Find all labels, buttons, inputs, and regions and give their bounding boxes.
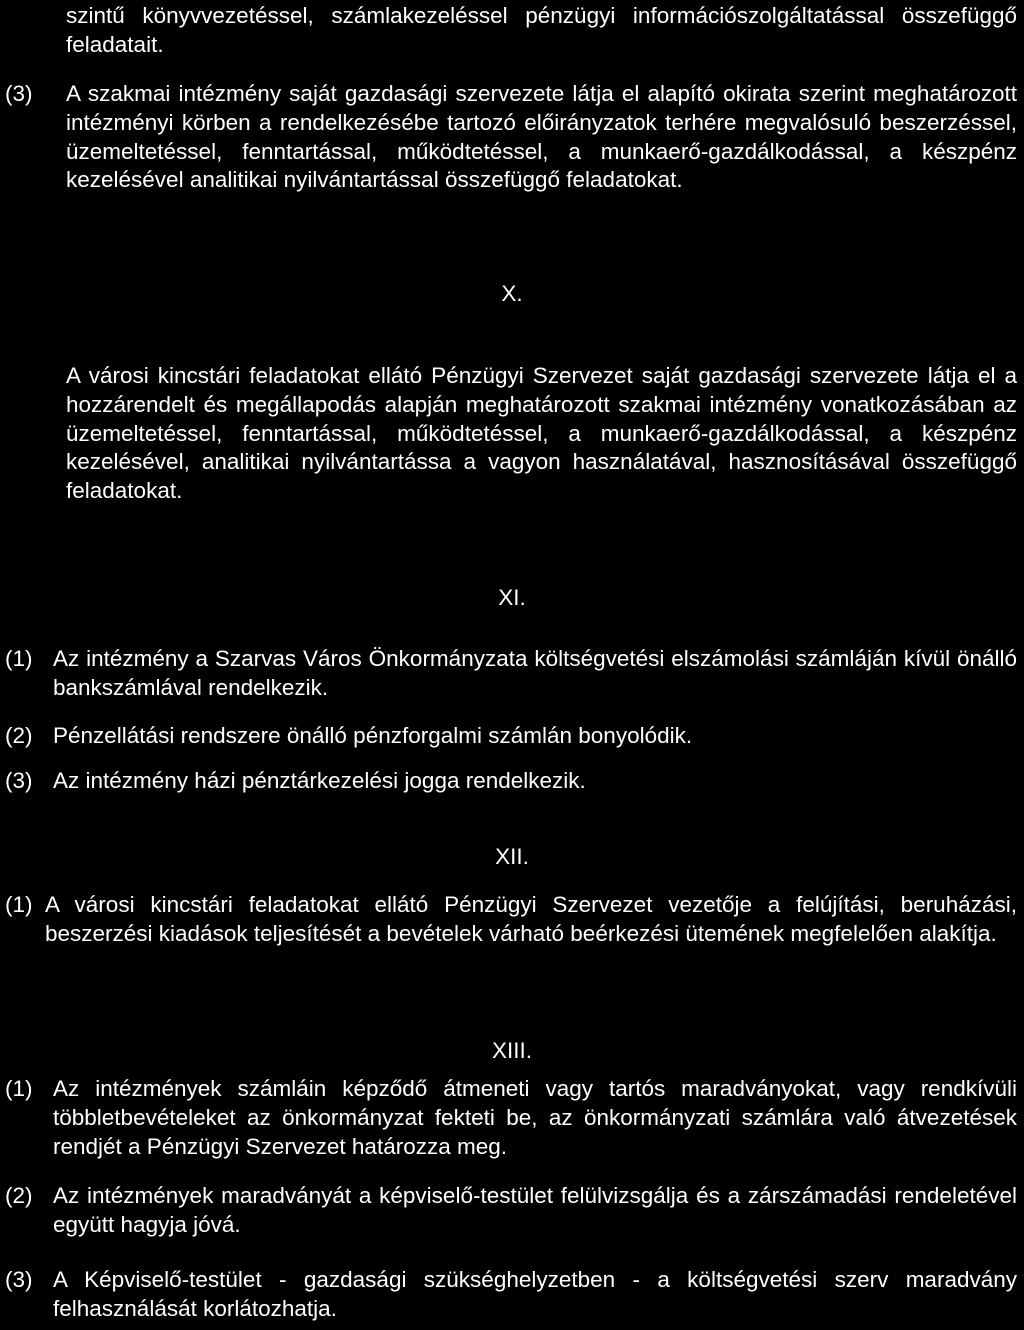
section-heading-xii: XII. (495, 844, 529, 869)
paragraph-number: (2) (5, 723, 33, 748)
paragraph-number: (2) (5, 1183, 33, 1208)
paragraph-text: Az intézmény házi pénztárkezelési jogga rendelkezik. (53, 768, 586, 793)
paragraph-text: Az intézmény a Szarvas Város Önkormányzata költségvetési elszámolási számláján kívül önálló bankszámlával rendelkezik. (53, 646, 1017, 700)
paragraph-number: (1) (5, 892, 33, 917)
paragraph-number: (3) (5, 1267, 33, 1292)
paragraph-text: A szakmai intézmény saját gazdasági szervezete látja el alapító okirata szerint meghatározott intézményi körben a rendelkezésébe tartozó előirányzatok terhére megvalósuló beszerzéssel, üzemeltetéssel, fenntartással, működtetéssel, a munkaerő-gazdálkodással, a készpénz kezelésével analitikai nyilvántartással összefüggő feladatokat. (66, 81, 1017, 193)
paragraph-text: Az intézmények számláin képződő átmeneti vagy tartós maradványokat, vagy rendkívüli többletbevételeket az önkormányzat fekteti be, az önkormányzati számlára való átvezetések rendjét a Pénzügyi Szervezet határozza meg. (53, 1076, 1017, 1159)
paragraph-text: Az intézmények maradványát a képviselő-testület felülvizsgálja és a zárszámadási rendeletével együtt hagyja jóvá. (53, 1183, 1017, 1237)
section-heading-xiii: XIII. (491, 1038, 532, 1063)
section-heading-xi: XI. (498, 585, 526, 610)
paragraph-number: (3) (5, 768, 33, 793)
paragraph-text: A Képviselő-testület - gazdasági szükséghelyzetben - a költségvetési szerv maradvány felhasználását korlátozhatja. (53, 1267, 1017, 1321)
paragraph-text: A városi kincstári feladatokat ellátó Pénzügyi Szervezet vezetője a felújítási, beruházási, beszerzési kiadások teljesítését a bevételek várható beérkezési ütemének megfelelően alakítja. (45, 892, 1017, 946)
paragraph-number: (1) (5, 646, 33, 671)
intro-paragraph: szintű könyvvezetéssel, számlakezeléssel pénzügyi információszolgáltatással összefüggő feladatait. (66, 3, 1017, 57)
section-heading-x: X. (501, 281, 523, 306)
paragraph-number: (3) (5, 81, 33, 106)
paragraph-number: (1) (5, 1076, 33, 1101)
paragraph-text: Pénzellátási rendszere önálló pénzforgalmi számlán bonyolódik. (53, 723, 693, 748)
section-x-paragraph: A városi kincstári feladatokat ellátó Pénzügyi Szervezet saját gazdasági szervezete látja el a hozzárendelt és megállapodás alapján meghatározott szakmai intézmény vonatkozásában az üzemeltetéssel, fenntartással, működtetéssel, a munkaerő-gazdálkodással, a készpénz kezelésével, analitikai nyilvántartássa a vagyon használatával, hasznosításával összefüggő feladatokat. (66, 363, 1017, 504)
